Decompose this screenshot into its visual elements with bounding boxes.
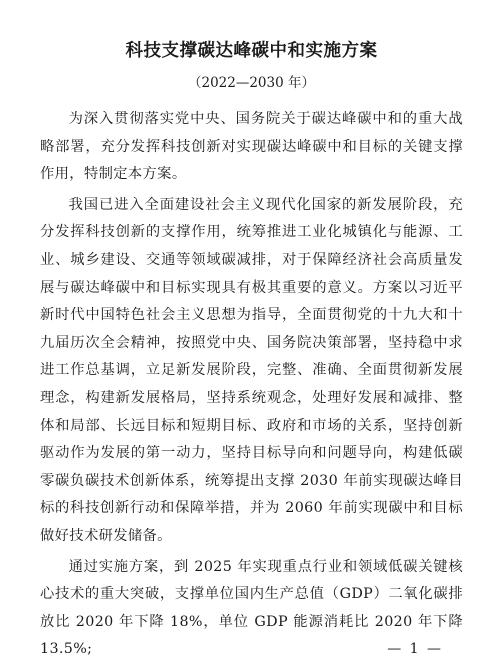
paragraph-intro: 为深入贯彻落实党中央、国务院关于碳达峰碳中和的重大战略部署，充分发挥科技创新对实现碳达峰碳中和目标的关键支撑作用，特制定本方案。	[40, 111, 463, 183]
document-subtitle: （2022—2030 年）	[187, 75, 315, 91]
paragraph-targets: 通过实施方案，到 2025 年实现重点行业和领域低碳关键核心技术的重大突破，支撑单位国内生产总值（GDP）二氧化碳排放比 2020 年下降 18%，单位 GDP 能源消耗比 2020 年下降 13.5%;	[40, 558, 463, 658]
page-number: — 1 —	[387, 641, 443, 657]
paragraph-background: 我国已进入全面建设社会主义现代化国家的新发展阶段，充分发挥科技创新的支撑作用，统筹推进工业化城镇化与能源、工业、城乡建设、交通等领域碳减排，对于保障经济社会高质量发展与碳达峰碳中和目标实现具有极其重要的意义。方案以习近平新时代中国特色社会主义思想为指导，全面贯彻党的十九大和十九届历次全会精神，按照党中央、国务院决策部署，坚持稳中求进工作总基调，立足新发展阶段，完整、准确、全面贯彻新发展理念，构建新发展格局，坚持系统观念，处理好发展和减排、整体和局部、长远目标和短期目标、政府和市场的关系，坚持创新驱动作为发展的第一动力，坚持目标导向和问题导向，构建低碳零碳负碳技术创新体系，统筹提出支撑 2030 年前实现碳达峰目标的科技创新行动和保障举措，并为 2060 年前实现碳中和目标做好技术研发储备。	[40, 196, 463, 544]
document-body	[40, 106, 463, 664]
document-title: 科技支撑碳达峰碳中和实施方案	[125, 41, 378, 61]
